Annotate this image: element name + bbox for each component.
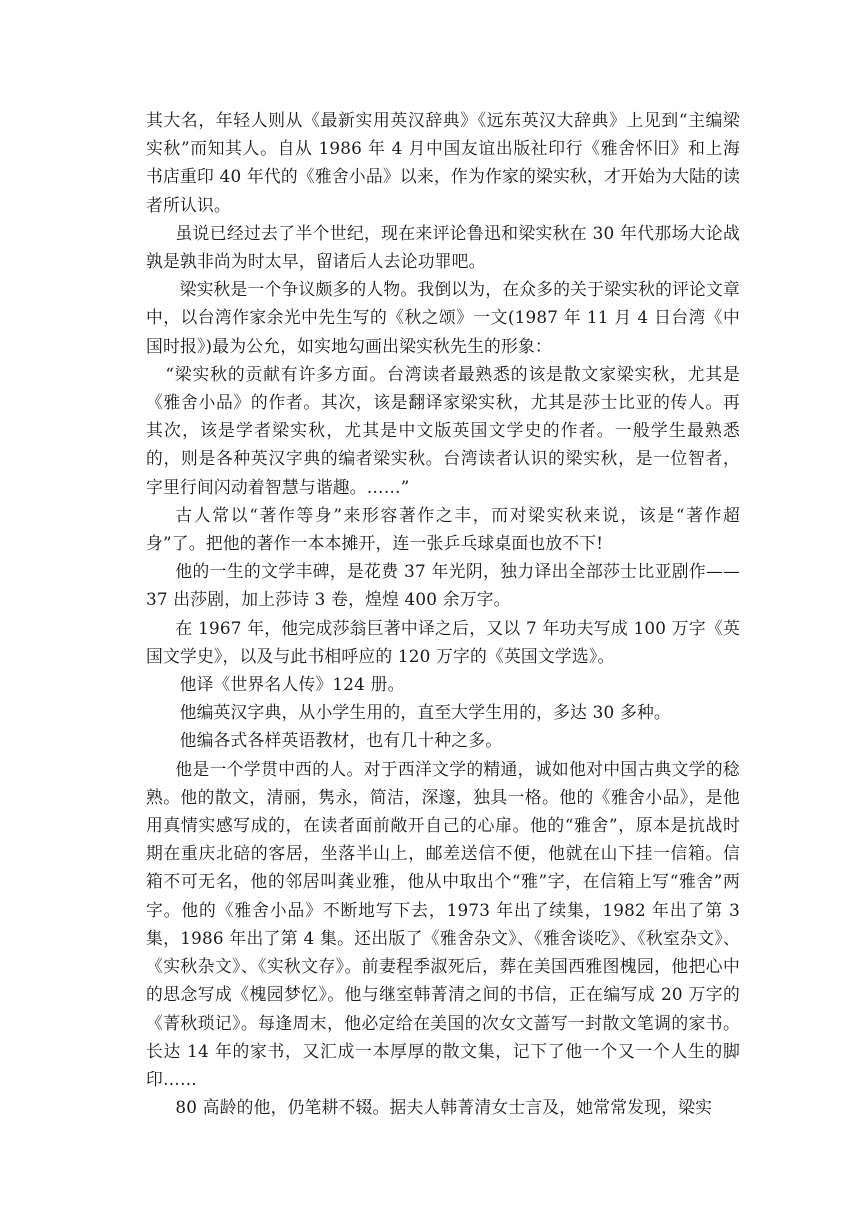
paragraph-continuation: 其大名，年轻人则从《最新实用英汉辞典》《远东英汉大辞典》上见到“主编梁实秋”而知其人。自从 1986 年 4 月中国友谊出版社印行《雅舍怀旧》和上海书店重印 40 年代的《雅舍小品》以来，作为作家的梁实秋，才开始为大陆的读者所认识。: [146, 110, 740, 215]
paragraph-quote: “梁实秋的贡献有许多方面。台湾读者最熟悉的该是散文家梁实秋，尤其是《雅舍小品》的作者。其次，该是翻译家梁实秋，尤其是莎士比亚的传人。再其次，该是学者梁实秋，尤其是中文版英国文学史的作者。一般学生最熟悉的，则是各种英汉字典的编者梁实秋。台湾读者认识的梁实秋，是一位智者，字里行间闪动着智慧与谐趣。……”: [146, 363, 740, 497]
paragraph-controversy: 梁实秋是一个争议颇多的人物。我倒以为，在众多的关于梁实秋的评论文章中，以台湾作家余光中先生写的《秋之颂》一文(1987 年 11 月 4 日台湾《中国时报》)最为公允，如实地勾画出梁实秋先生的形象：: [146, 279, 740, 356]
paragraph-works-volume: 古人常以“著作等身”来形容著作之丰，而对梁实秋来说，该是“著作超身”了。把他的著作一本本摊开，连一张乒乓球桌面也放不下!: [146, 504, 740, 554]
paragraph-textbooks: 他编各式各样英语教材，也有几十种之多。: [179, 730, 503, 751]
paragraph-debate: 虽说已经过去了半个世纪，现在来评论鲁迅和梁实秋在 30 年代那场大论战孰是孰非尚为时太早，留诸后人去论功罪吧。: [146, 222, 740, 272]
paragraph-dictionaries: 他编英汉字典，从小学生用的，直至大学生用的，多达 30 多种。: [179, 702, 671, 723]
paragraph-old-age: 80 高龄的他，仍笔耕不辍。据夫人韩菁清女士言及，她常常发现，梁实: [175, 1097, 713, 1118]
article-body: [146, 106, 740, 1121]
paragraph-shakespeare: 他的一生的文学丰碑，是花费 37 年光阴，独力译出全部莎士比亚剧作——37 出莎剧，加上莎诗 3 卷，煌煌 400 余万字。: [146, 561, 740, 610]
paragraph-yashe: 他是一个学贯中西的人。对于西洋文学的精通，诚如他对中国古典文学的稔熟。他的散文，清丽，隽永，简洁，深邃，独具一格。他的《雅舍小品》，是他用真情实感写成的，在读者面前敞开自己的心扉。他的“雅舍”，原本是抗战时期在重庆北碚的客居，坐落半山上，邮差送信不便，他就在山下挂一信箱。信箱不可无名，他的邻居叫龚业雅，他从中取出个“雅”字，在信箱上写“雅舍”两字。他的《雅舍小品》不断地写下去，1973 年出了续集，1982 年出了第 3 集，1986 年出了第 4 集。还出版了《雅舍杂文》、《雅舍谈吃》、《秋室杂文》、《实秋杂文》、《实秋文存》。前妻程季淑死后，葬在美国西雅图槐园，他把心中的思念写成《槐园梦忆》。他与继室韩菁清之间的书信，正在编写成 20 万字的《菁秋琐记》。每逢周末，他必定给在美国的次女文蔷写一封散文笔调的家书。长达 14 年的家书，又汇成一本厚厚的散文集，记下了他一个又一个人生的脚印……: [146, 758, 740, 1089]
paragraph-literature-history: 在 1967 年，他完成莎翁巨著中译之后，又以 7 年功夫写成 100 万字《英国文学史》，以及与此书相呼应的 120 万字的《英国文学选》。: [146, 617, 740, 666]
paragraph-biographies: 他译《世界名人传》124 册。: [179, 674, 405, 695]
